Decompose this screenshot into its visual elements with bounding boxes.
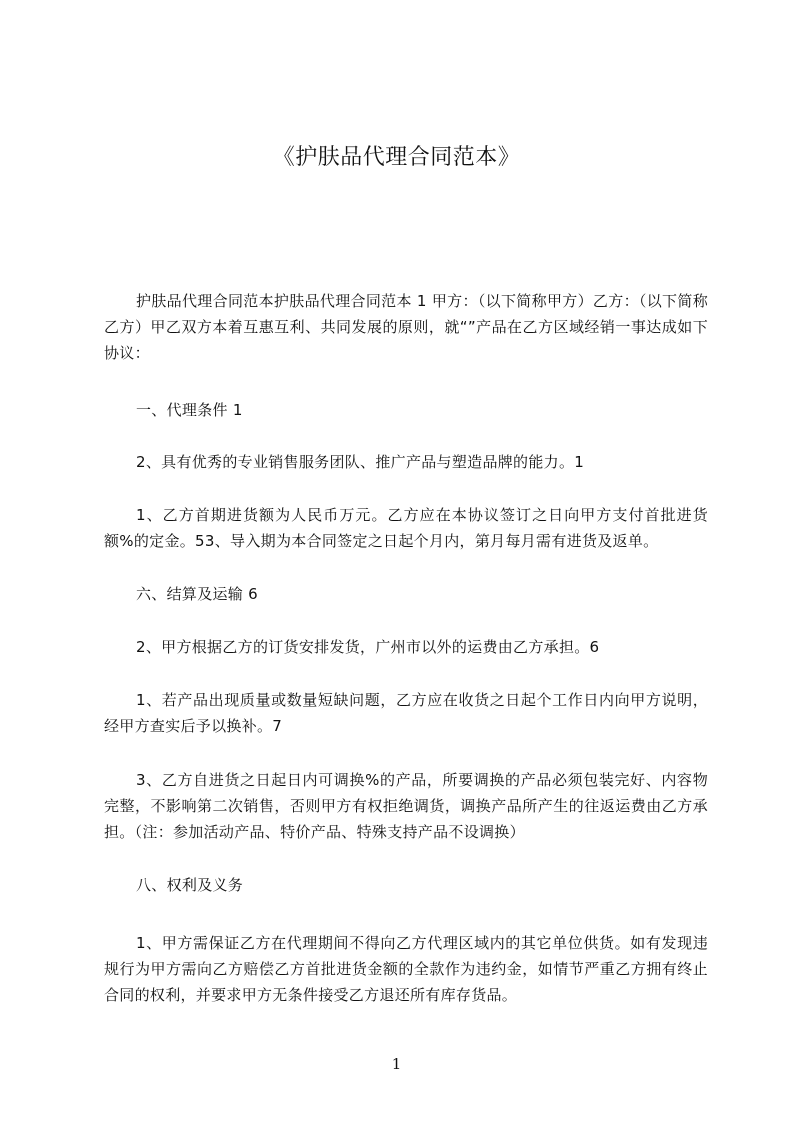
paragraph-item: 1、若产品出现质量或数量短缺问题，乙方应在收货之日起个工作日内向甲方说明，经甲方查实后予以换补。7 [104, 691, 708, 735]
paragraph-item: 3、乙方自进货之日起日内可调换%的产品，所要调换的产品必须包装完好、内容物完整，不影响第二次销售，否则甲方有权拒绝调货，调换产品所产生的往返运费由乙方承担。（注：参加活动产品、特价产品、特殊支持产品不设调换） [104, 771, 708, 841]
paragraph-item: 2、甲方根据乙方的订货安排发货，广州市以外的运费由乙方承担。6 [136, 638, 600, 656]
paragraph-item: 2、具有优秀的专业销售服务团队、推广产品与塑造品牌的能力。1 [136, 453, 585, 471]
paragraph-item: 1、甲方需保证乙方在代理期间不得向乙方代理区域内的其它单位供货。如有发现违规行为甲方需向乙方赔偿乙方首批进货金额的全款作为违约金，如情节严重乙方拥有终止合同的权利，并要求甲方无条件接受乙方退还所有库存货品。 [104, 934, 708, 1004]
section-heading-agency-conditions: 一、代理条件 1 [136, 401, 243, 419]
intro-paragraph: 护肤品代理合同范本护肤品代理合同范本 1 甲方：（以下简称甲方）乙方：（以下简称乙方）甲乙双方本着互惠互利、共同发展的原则，就“”产品在乙方区域经销一事达成如下协议： [104, 292, 708, 362]
paragraph-item: 1、乙方首期进货额为人民币万元。乙方应在本协议签订之日向甲方支付首批进货额%的定金。53、导入期为本合同签定之日起个月内，第月每月需有进货及返单。 [104, 506, 708, 550]
page-number: 1 [391, 1055, 402, 1073]
document-title: 《护肤品代理合同范本》 [272, 145, 521, 170]
section-heading-rights-obligations: 八、权利及义务 [136, 876, 244, 894]
section-heading-settlement-transport: 六、结算及运输 6 [136, 585, 259, 603]
